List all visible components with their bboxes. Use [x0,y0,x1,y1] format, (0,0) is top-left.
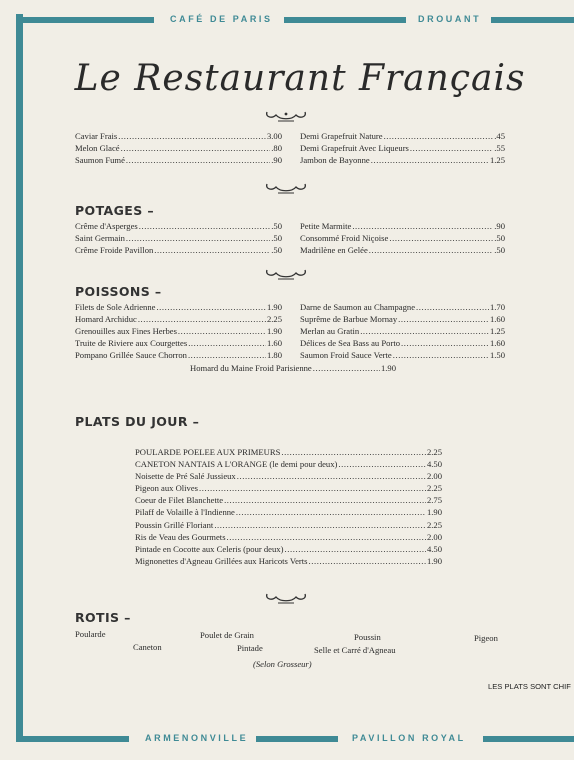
item-price: 1.90 [266,302,282,312]
section-heading-potages: POTAGES – [75,203,155,218]
footer-left-label: ARMENONVILLE [145,733,249,743]
item-name: Jambon de Bayonne [300,155,370,166]
item-price: 1.80 [266,350,282,361]
potages-right-column [300,220,505,256]
rotis-poularde: Poularde [75,629,106,639]
item-name: Darne de Saumon au Champagne [300,302,416,312]
item-price: 4.50 [426,459,442,470]
item-name: Demi Grapefruit Avec Liqueurs [300,143,409,154]
item-name: Pigeon aux Olives [135,483,199,494]
item-price: .50 [271,245,282,256]
item-name: CANETON NANTAIS A L'ORANGE (le demi pour deux) [135,459,338,470]
top-rule-segment [284,17,406,23]
list-item [75,142,282,154]
item-price: 1.90 [266,326,282,337]
plats-du-jour-list [135,446,442,567]
item-name: Consommé Froid Niçoise [300,233,389,244]
list-item [75,313,282,325]
rotis-pigeon: Pigeon [474,633,498,643]
item-price: 2.75 [426,495,442,506]
list-item [135,543,442,555]
item-price: 1.60 [489,338,505,349]
top-rule-segment [491,17,574,23]
list-item [135,470,442,482]
section-heading-rotis: ROTIS – [75,610,131,625]
item-price: 2.25 [266,314,282,325]
item-name: Homard du Maine Froid Parisienne [190,363,312,373]
item-name: Pilaff de Volaille à l'Indienne [135,507,235,518]
item-name: Melon Glacé [75,143,120,154]
page-title: Le Restaurant Français [74,58,526,99]
item-price: 4.50 [426,543,442,554]
poissons-right-column [300,301,505,361]
footer-right-label: PAVILLON ROYAL [352,733,466,743]
list-item [300,244,505,256]
item-price: .90 [494,221,505,231]
item-name: Petite Marmite [300,221,352,231]
list-item [135,458,442,470]
top-rule-segment [16,17,154,23]
poissons-left-column [75,301,282,361]
item-price: 2.25 [426,447,442,457]
rotis-pintade: Pintade [237,643,263,653]
list-item [75,244,282,256]
item-price: .45 [494,131,505,141]
item-name: Délices de Sea Bass au Porto [300,338,400,349]
list-item [135,446,442,458]
left-border-rule [16,14,23,736]
item-price: .80 [271,143,282,154]
rotis-note: (Selon Grosseur) [253,659,312,669]
item-name: Truite de Riviere aux Courgettes [75,338,188,349]
list-item [75,337,282,349]
list-item [300,130,505,142]
item-name: Crême Froide Pavillon [75,245,154,256]
item-name: Mignonettes d'Agneau Grillées aux Haricots Verts [135,555,308,566]
swirl-ornament-icon [264,180,308,196]
side-note: LES PLATS SONT CHIF [488,682,571,691]
list-item [300,220,505,232]
item-price: .50 [494,245,505,256]
list-item [135,482,442,494]
item-price: 1.90 [426,555,442,566]
section-heading-plats-du-jour: PLATS DU JOUR – [75,414,200,429]
item-price: .50 [271,221,282,231]
section-heading-poissons: POISSONS – [75,284,162,299]
item-name: Caviar Frais [75,131,118,141]
item-price: 2.25 [426,519,442,530]
item-price: 2.25 [426,483,442,494]
potages-left-column [75,220,282,256]
bottom-rule-segment [16,736,129,742]
item-price: 1.90 [426,507,442,518]
item-price: .55 [494,143,505,154]
list-item [190,362,396,374]
list-item [135,519,442,531]
list-item [75,301,282,313]
list-item [300,154,505,166]
rotis-caneton: Caneton [133,642,162,652]
item-name: Pompano Grillée Sauce Chorron [75,350,187,361]
list-item [300,142,505,154]
list-item [135,555,442,567]
item-name: Filets de Sole Adrienne [75,302,156,312]
item-price: 1.70 [489,302,505,312]
list-item [135,531,442,543]
item-price: 2.00 [426,471,442,482]
list-item [300,301,505,313]
item-name: Merlan au Gratin [300,326,360,337]
list-item [300,337,505,349]
item-name: Saumon Fumé [75,155,125,166]
list-item [300,313,505,325]
hors-doeuvres-right-column [300,130,505,166]
item-name: Saint Germain [75,233,125,244]
item-name: Coeur de Filet Blanchette [135,495,224,506]
item-name: Suprême de Barbue Mornay [300,314,398,325]
item-name: Crême d'Asperges [75,221,138,231]
item-name: Demi Grapefruit Nature [300,131,383,141]
item-name: POULARDE POELEE AUX PRIMEURS [135,447,281,457]
item-price: 1.25 [489,326,505,337]
item-price: 1.50 [489,350,505,361]
item-price: 2.00 [426,531,442,542]
item-price: 1.60 [266,338,282,349]
list-item [300,325,505,337]
poissons-center-item [190,362,396,374]
item-price: 3.00 [266,131,282,141]
item-price: .50 [494,233,505,244]
list-item [135,506,442,518]
rotis-poussin: Poussin [354,632,381,642]
item-price: 1.60 [489,314,505,325]
rotis-selle-et-carre: Selle et Carré d'Agneau [314,645,396,655]
item-name: Pintade en Cocotte aux Celeris (pour deux) [135,543,284,554]
bottom-rule-segment [483,736,574,742]
item-price: 1.90 [380,363,396,373]
rotis-poulet-de-grain: Poulet de Grain [200,630,254,640]
item-name: Homard Archiduc [75,314,137,325]
bottom-rule-segment [256,736,338,742]
swirl-ornament-icon [264,266,308,282]
list-item [75,325,282,337]
item-name: Noisette de Pré Salé Jussieux [135,471,236,482]
list-item [135,494,442,506]
item-name: Saumon Froid Sauce Verte [300,350,392,361]
list-item [75,232,282,244]
hors-doeuvres-left-column [75,130,282,166]
item-name: Poussin Grillé Floriant [135,519,214,530]
list-item [75,154,282,166]
list-item [75,349,282,361]
item-name: Madrilène en Gelée [300,245,368,256]
item-name: Grenouilles aux Fines Herbes [75,326,177,337]
item-price: .90 [271,155,282,166]
list-item [75,220,282,232]
item-price: 1.25 [489,155,505,166]
swirl-ornament-icon [264,108,308,124]
list-item [75,130,282,142]
header-right-label: DROUANT [418,14,482,24]
swirl-ornament-icon [264,590,308,606]
list-item [300,349,505,361]
item-name: Ris de Veau des Gourmets [135,531,226,542]
list-item [300,232,505,244]
item-price: .50 [271,233,282,244]
header-left-label: CAFÉ DE PARIS [170,14,273,24]
